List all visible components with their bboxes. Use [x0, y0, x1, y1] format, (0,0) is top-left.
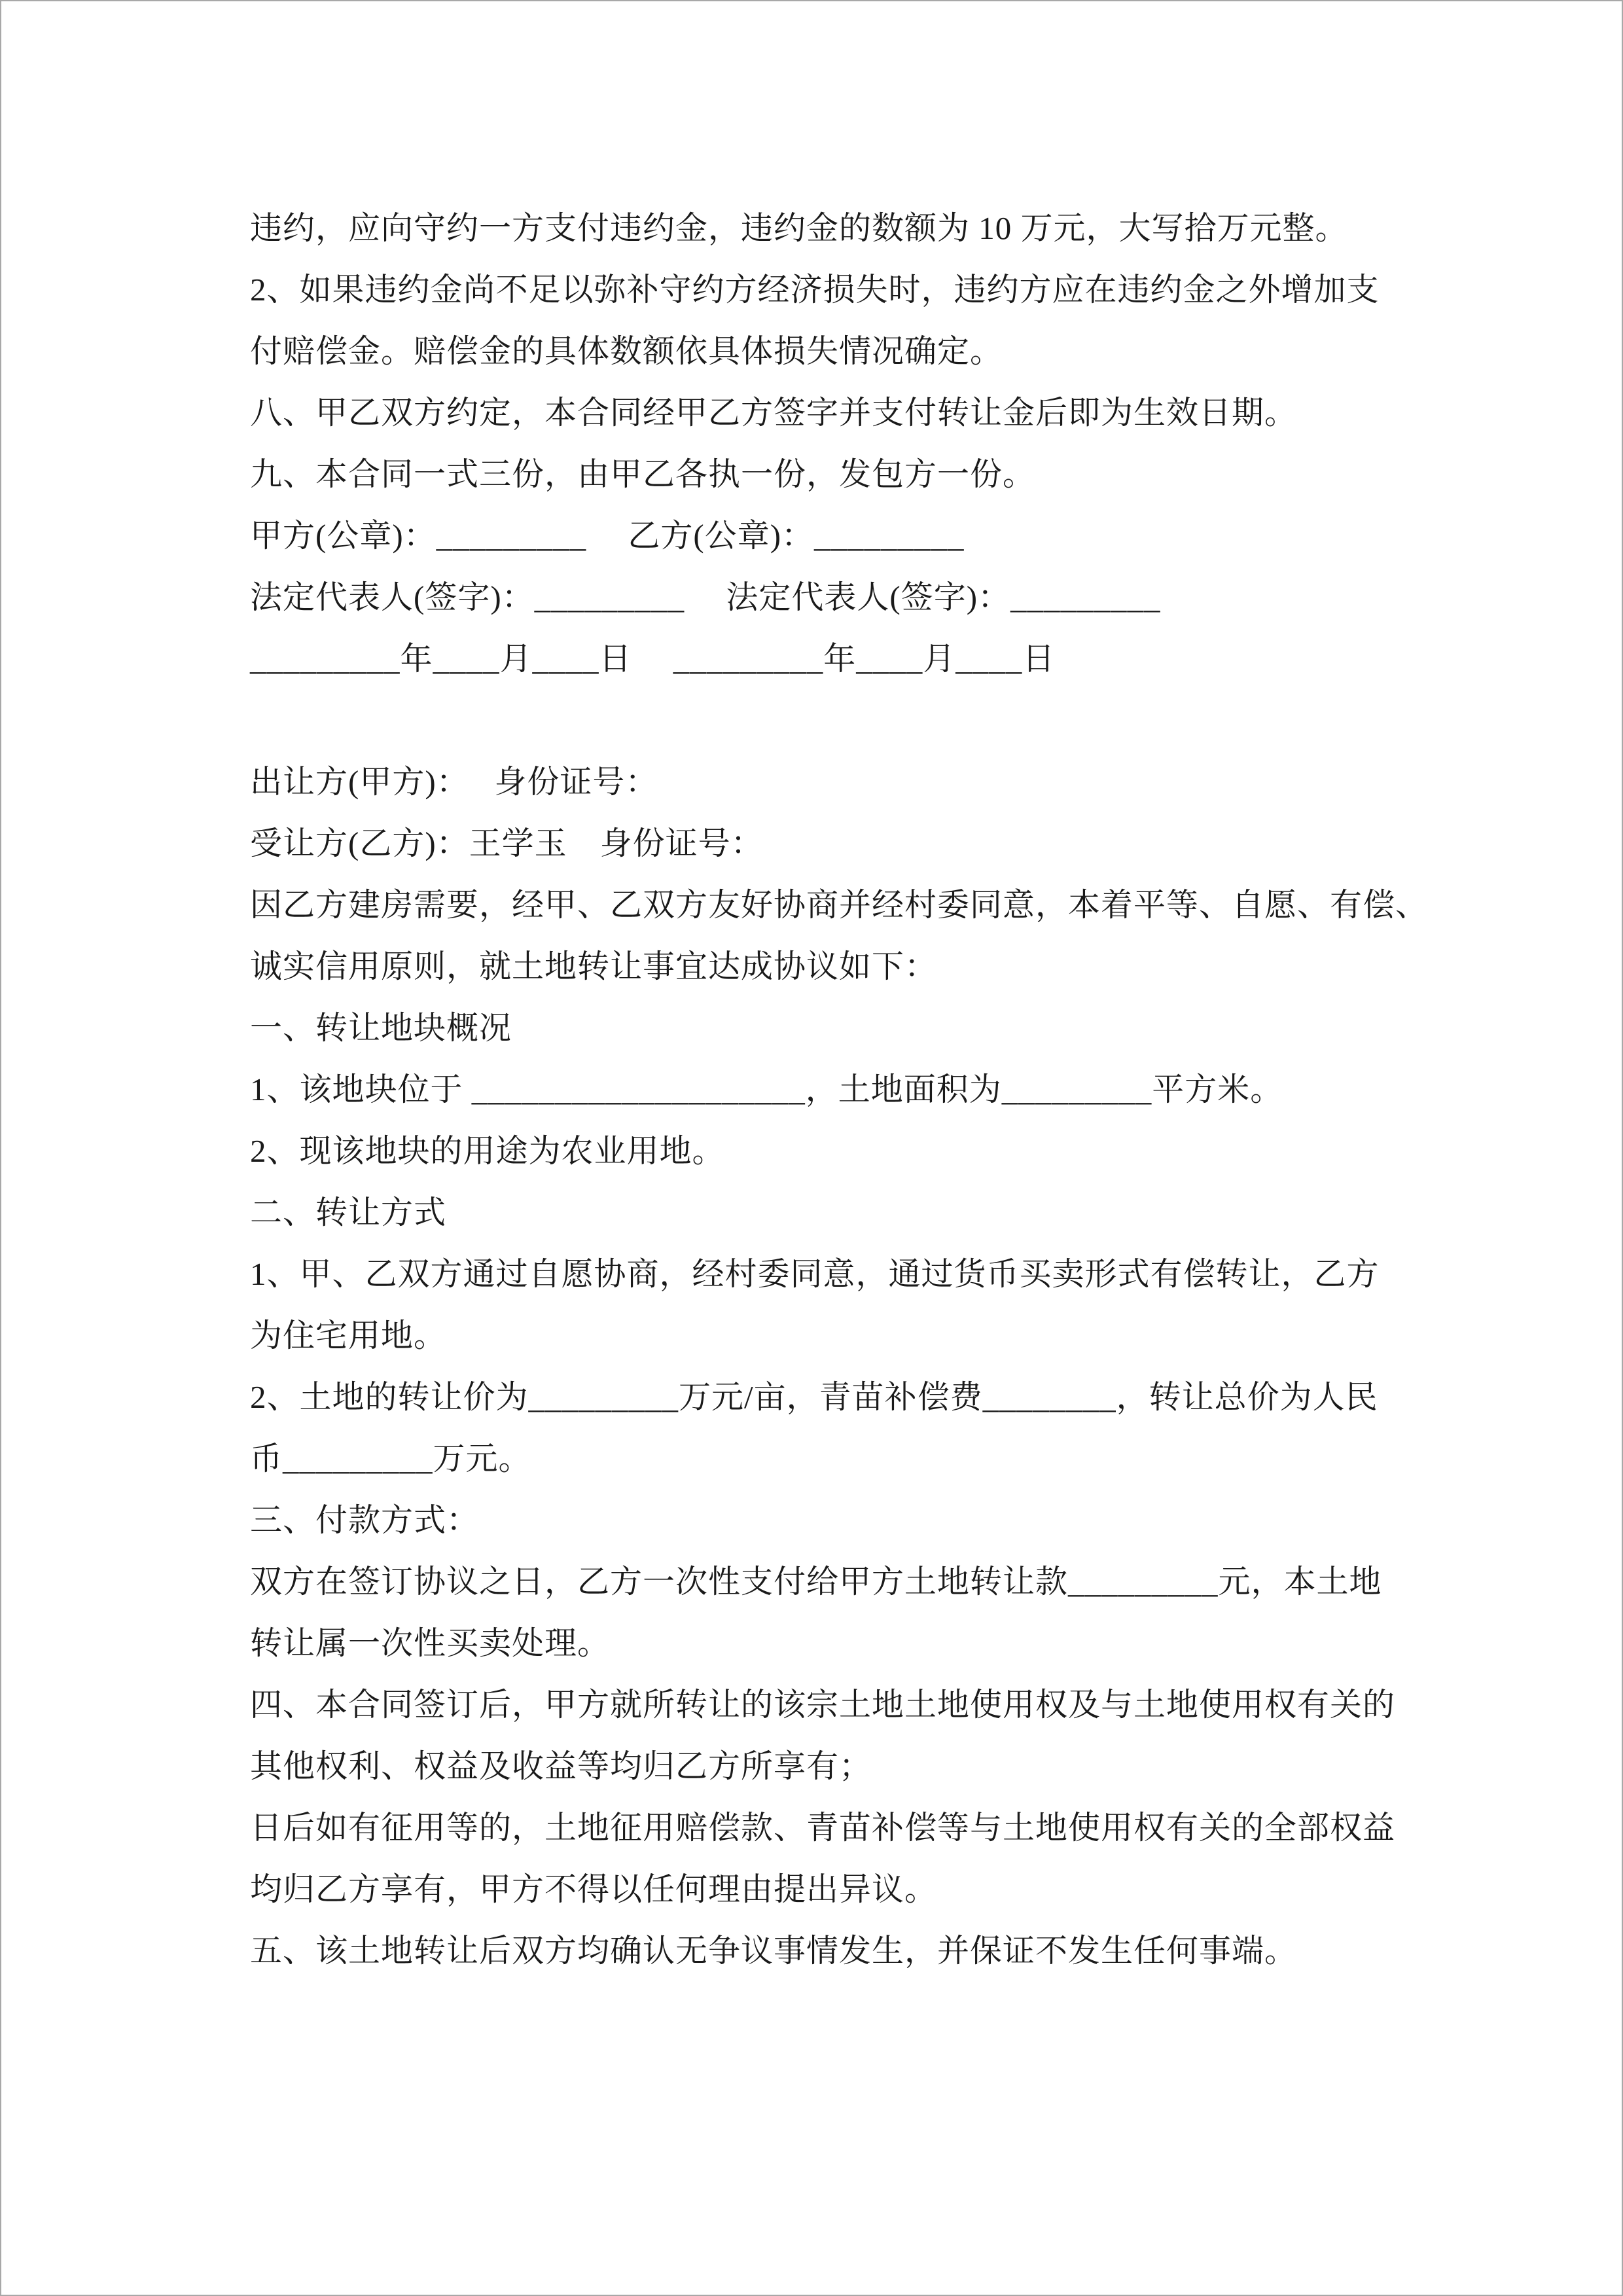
text-line: 2、现该地块的用途为农业用地。 [250, 1133, 725, 1169]
section-heading: 三、付款方式： [250, 1502, 480, 1538]
text-line: 转让属一次性买卖处理。 [250, 1625, 611, 1661]
text-line: 1、该地块位于 ____________________，土地面积为_________平方米。 [250, 1071, 1283, 1107]
signature-line-representative: 法定代表人(签字)：_________ 法定代表人(签字)：_________ [250, 579, 1161, 615]
text-line: 双方在签订协议之日，乙方一次性支付给甲方土地转让款_________元，本土地 [250, 1564, 1382, 1600]
text-line: 1、甲、乙双方通过自愿协商，经村委同意，通过货币买卖形式有偿转让，乙方 [250, 1256, 1380, 1292]
text-line: 八、甲乙双方约定，本合同经甲乙方签字并支付转让金后即为生效日期。 [250, 395, 1298, 431]
text-line: 为住宅用地。 [250, 1318, 447, 1354]
text-line: 违约，应向守约一方支付违约金，违约金的数额为 10 万元，大写拾万元整。 [250, 210, 1348, 246]
text-line: 诚实信用原则，就土地转让事宜达成协议如下： [250, 948, 938, 984]
section-heading: 一、转让地块概况 [250, 1010, 512, 1046]
text-line: 五、该土地转让后双方均确认无争议事情发生，并保证不发生任何事端。 [250, 1933, 1298, 1969]
party-b-line: 受让方(乙方)：王学玉 身份证号： [250, 825, 764, 861]
text-line: 其他权利、权益及收益等均归乙方所享有； [250, 1748, 872, 1784]
section-heading: 二、转让方式 [250, 1194, 447, 1230]
signature-line-seal: 甲方(公章)：_________ 乙方(公章)：_________ [250, 518, 965, 554]
text-line: 2、土地的转让价为_________万元/亩，青苗补偿费________，转让总价为人民 [250, 1379, 1378, 1415]
text-line: 九、本合同一式三份，由甲乙各执一份，发包方一份。 [250, 456, 1036, 492]
party-a-line: 出让方(甲方)： 身份证号： [250, 764, 658, 800]
text-line: 2、如果违约金尚不足以弥补守约方经济损失时，违约方应在违约金之外增加支 [250, 272, 1380, 308]
text-line: 均归乙方享有，甲方不得以任何理由提出异议。 [250, 1871, 938, 1907]
text-line: 四、本合同签订后，甲方就所转让的该宗土地土地使用权及与土地使用权有关的 [250, 1687, 1396, 1723]
text-line: 币_________万元。 [250, 1441, 531, 1477]
text-line: 因乙方建房需要，经甲、乙双方友好协商并经村委同意，本着平等、自愿、有偿、 [250, 887, 1429, 923]
text-line: 日后如有征用等的，土地征用赔偿款、青苗补偿等与土地使用权有关的全部权益 [250, 1810, 1396, 1846]
date-line: _________年____月____日 _________年____月____日 [250, 641, 1056, 677]
text-line: 付赔偿金。赔偿金的具体数额依具体损失情况确定。 [250, 333, 1003, 369]
